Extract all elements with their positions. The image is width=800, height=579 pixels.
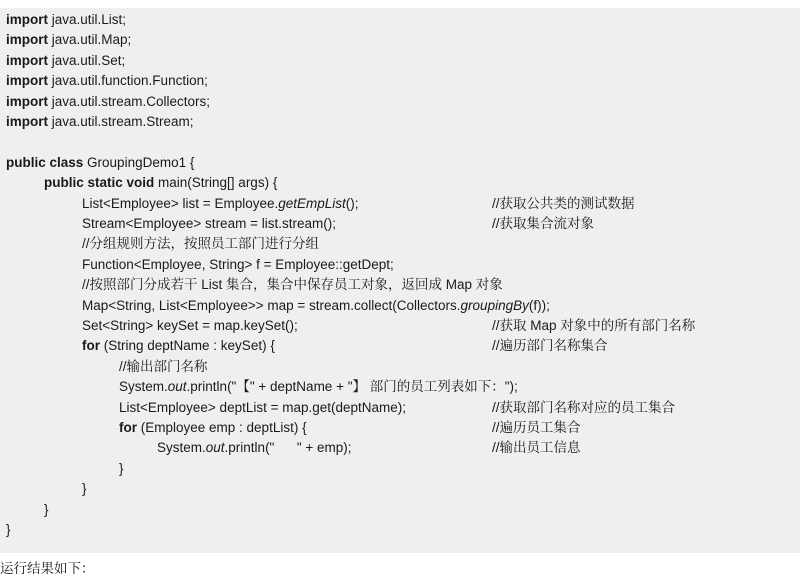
code-keyword: import xyxy=(6,53,48,68)
code-line xyxy=(6,30,131,50)
code-text: java.util.function.Function; xyxy=(48,73,208,88)
code-line xyxy=(82,316,298,336)
code-text: } xyxy=(6,522,11,537)
code-text: java.util.Set; xyxy=(48,53,126,68)
code-keyword: import xyxy=(6,114,48,129)
code-text: GroupingDemo1 { xyxy=(83,155,195,170)
code-keyword: import xyxy=(6,12,48,27)
code-text: Stream<Employee> stream = list.stream(); xyxy=(82,216,336,231)
code-text: (); xyxy=(345,196,359,211)
code-line xyxy=(6,51,125,71)
code-comment: //获取 Map 对象中的所有部门名称 xyxy=(492,318,696,333)
code-line xyxy=(6,112,194,132)
code-text: Set<String> keySet = map.keySet(); xyxy=(82,318,298,333)
code-line xyxy=(119,398,406,418)
code-line xyxy=(157,438,352,458)
code-text: .println(" " + emp); xyxy=(224,440,352,455)
code-line xyxy=(82,194,359,214)
code-text: main(String[] args) { xyxy=(154,175,278,190)
code-comment: //获取部门名称对应的员工集合 xyxy=(492,400,676,415)
code-text: (Employee emp : deptList) { xyxy=(137,420,307,435)
code-text: java.util.List; xyxy=(48,12,127,27)
code-text: System. xyxy=(119,379,168,394)
code-italic-member: out xyxy=(167,379,187,394)
code-comment: //获取公共类的测试数据 xyxy=(492,196,635,211)
code-text: } xyxy=(119,461,124,476)
code-comment: //输出员工信息 xyxy=(492,440,581,455)
code-line xyxy=(82,214,336,234)
code-line xyxy=(82,255,394,275)
code-line xyxy=(6,71,208,91)
code-text: //按照部门分成若干 List 集合，集合中保存员工对象，返回成 Map 对象 xyxy=(82,277,503,292)
code-line xyxy=(82,275,503,295)
code-italic-member: groupingBy xyxy=(460,298,529,313)
code-text: } xyxy=(82,481,87,496)
code-text: java.util.stream.Collectors; xyxy=(48,94,211,109)
code-line xyxy=(6,520,11,540)
code-italic-member: getEmpList xyxy=(278,196,346,211)
code-block xyxy=(0,8,800,553)
code-line xyxy=(82,234,319,254)
code-keyword: public class xyxy=(6,155,84,170)
code-line xyxy=(119,377,518,397)
code-line xyxy=(6,153,194,173)
code-keyword: public static void xyxy=(44,175,155,190)
code-line xyxy=(44,500,49,520)
code-comment: //遍历员工集合 xyxy=(492,420,581,435)
code-text: .println("【" + deptName + "】 部门的员工列表如下："); xyxy=(186,379,518,394)
code-line xyxy=(82,479,87,499)
code-line xyxy=(119,459,124,479)
code-keyword: import xyxy=(6,94,48,109)
code-line xyxy=(82,296,550,316)
result-caption: 运行结果如下： xyxy=(0,561,95,576)
code-text: //分组规则方法，按照员工部门进行分组 xyxy=(82,236,320,251)
code-line xyxy=(6,92,210,112)
code-text: (String deptName : keySet) { xyxy=(100,338,275,353)
code-text: //输出部门名称 xyxy=(119,359,208,374)
code-comment: //获取集合流对象 xyxy=(492,216,595,231)
code-keyword: import xyxy=(6,32,48,47)
code-keyword: for xyxy=(119,420,137,435)
code-text: (f)); xyxy=(528,298,550,313)
code-keyword: for xyxy=(82,338,100,353)
code-text: Function<Employee, String> f = Employee::getDept; xyxy=(82,257,394,272)
code-comment: //遍历部门名称集合 xyxy=(492,338,608,353)
code-line xyxy=(6,10,126,30)
code-text: Map<String, List<Employee>> map = stream.collect(Collectors. xyxy=(82,298,461,313)
code-text: List<Employee> deptList = map.get(deptName); xyxy=(119,400,407,415)
code-line xyxy=(44,173,277,193)
code-text: List<Employee> list = Employee. xyxy=(82,196,279,211)
code-line xyxy=(119,418,307,438)
code-line xyxy=(82,336,275,356)
code-line xyxy=(119,357,208,377)
code-keyword: import xyxy=(6,73,48,88)
code-text: java.util.stream.Stream; xyxy=(48,114,194,129)
code-text: System. xyxy=(157,440,206,455)
code-italic-member: out xyxy=(205,440,225,455)
code-text: java.util.Map; xyxy=(48,32,132,47)
code-text: } xyxy=(44,502,49,517)
